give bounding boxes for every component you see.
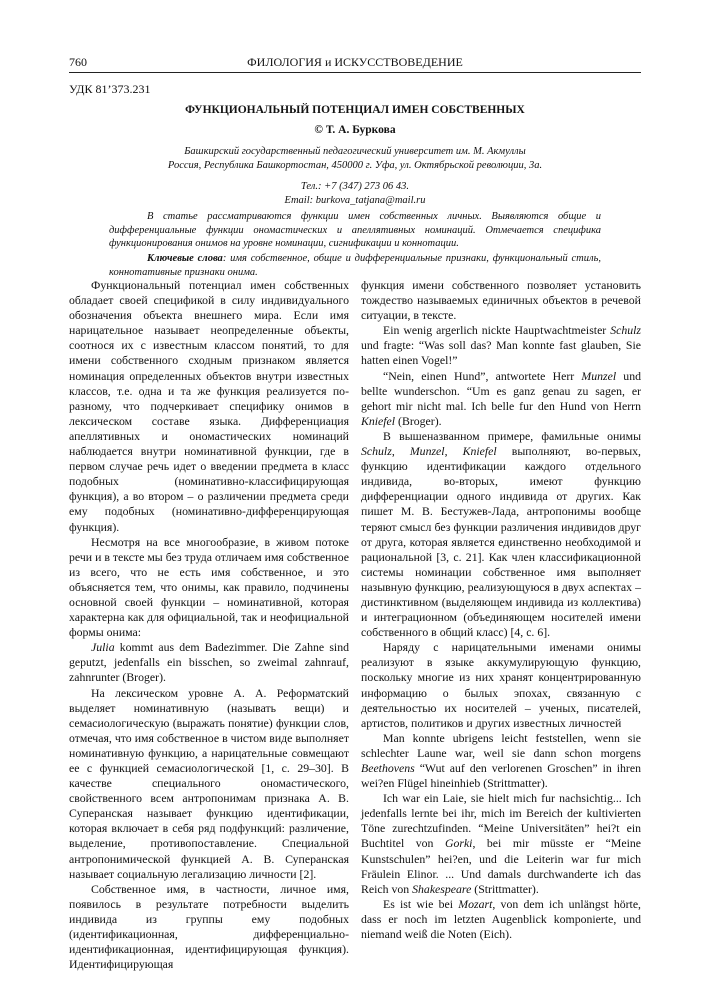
proper-name: Schulz (361, 444, 392, 459)
paragraph: функция имени собственного позволяет установить тождество называемых единичных объектов в речевой ситуации, в тексте. (361, 278, 641, 323)
affiliation-line: Россия, Республика Башкортостан, 450000 г. Уфа, ул. Октябрьской революции, 3а. (167, 160, 543, 171)
paragraph: В вышеназванном примере, фамильные онимы Schulz, Munzel, Kniefel выполняют, во-первых, функцию идентификации каждого отдельного индивида, во-вторых, имеют функцию дифференциации одного индивида от других. Как пишет М. В. Бестужев-Лада, антропонимы вообще теряют смысл без функции различения индивидов друг от друга, которая является единственно необходимой и рациональной [3, с. 21]. Как член классификационной системы номинации собственное имя выполняет назывную функцию, реализующуюся в двух аспектах – дистинктивном (выделяющем индивида из коллектива) и интеграционном (объединяющем носителей имени собственного в общий класс) [4, с. 6]. (361, 428, 641, 640)
author-contact (69, 180, 641, 208)
paragraph: Ein wenig argerlich nickte Hauptwachtmeister Schulz und fragte: “Was soll das? Man konnte fast glauben, Sie hatten einen Vogel!” (361, 323, 641, 368)
article-title: ФУНКЦИОНАЛЬНЫЙ ПОТЕНЦИАЛ ИМЕН СОБСТВЕННЫХ (185, 104, 525, 116)
article-author: © Т. А. Буркова (314, 124, 396, 136)
email: Email: burkova_tatjana@mail.ru (284, 195, 426, 206)
abstract-text: В статье рассматриваются функции имен собственных личных. Выявляются общие и дифференциальные функции ономастических и апеллятивных номинаций. Отмечается специфика функционирования онимов на уровне номинации, сигнификации и коннотации. (109, 211, 601, 249)
paragraph: Функциональный потенциал имен собственных обладает своей спецификой в силу индивидуального обозначения объекта внешнего мира. Если имя нарицательное называет неопределенные объекты, соотнося их с известным классом понятий, то для имени собственного сходным признаком является номинация определенных объектов внутри известных классов, т.е. одна и та же функция реализуется по-разному, что подчеркивает специфику онимов в лексическом составе языка. Дифференциация апеллятивных и ономастических номинаций наблюдается внутри номинативной функции, где в первом случае речь идет о введении предмета в класс подобных (номинативно-классифицирующая функция), а во втором – о различении предмета среди ему подобных (номинативно-дифференцирующая функция). (69, 278, 349, 534)
proper-name: Schulz (610, 323, 641, 338)
phone: Тел.: +7 (347) 273 06 43. (300, 181, 410, 192)
paragraph: Ich war ein Laie, sie hielt mich fur nachsichtig... Ich jedenfalls lernte bei ihr, mich im Bereich der kultivierten Töne zurechtzufinden. “Meine Universitäten” hei?t ein Buchtitel von Gorki, bei mir müsste er “Meine Kunstschulen” hei?en, und die Leiterin war fur mich Fräulein Elinor. ... Und damals durchwanderte ich das Reich von Shakespeare (Strittmatter). (361, 791, 641, 896)
proper-name: Mozart (458, 896, 493, 911)
paragraph: Наряду с нарицательными именами онимы реализуют в языке аккумулирующую функцию, поскольку многие из них хранят концентрированную информацию о былых эпохах, связанную с деятельностью их носителей – ученых, писателей, артистов, политиков и других известных личностей (361, 640, 641, 730)
udk-code: УДК 81’373.231 (69, 82, 151, 96)
keywords (109, 252, 601, 279)
paragraph: Собственное имя, в частности, личное имя, появилось в результате потребности выделить индивида из группы ему подобных (идентификационная, дифференциально-идентификационная, идентифицирующая функция). Идентифицирующая (69, 881, 349, 972)
abstract (109, 210, 601, 251)
proper-name: Gorki (444, 836, 473, 851)
paragraph: Julia kommt aus dem Badezimmer. Die Zahne sind geputzt, jedenfalls ein bisschen, so zweimal zahnrauf, zahnrunter (Broger). (69, 640, 349, 685)
proper-name: Julia (91, 640, 115, 655)
proper-name: Munzel (409, 444, 445, 459)
proper-name: Beethovens (361, 761, 415, 775)
affiliation-line: Башкирский государственный педагогический университет им. М. Акмуллы (184, 146, 526, 157)
paragraph: Man konnte ubrigens leicht feststellen, wenn sie schlechter Laune war, weil sie dann schon morgens Beethovens “Wut auf den verlorenen Groschen” in ihren wei?en Flügel hineinhieb (Strittmatter). (361, 730, 641, 791)
header-rule (69, 72, 641, 73)
paragraph: На лексическом уровне А. А. Реформатский выделяет номинативную (называть вещи) и семасиологическую (выражать понятие) функции слов, отмечая, что имя собственное в чистом виде выполняет номинативную функцию, а нарицательные совмещают ее с функцией семасиологической [1, с. 29–30]. В качестве специального ономастического, свойственного всем антропонимам признака А. В. Суперанская называет функцию идентификации, которая включает в себя ряд подфункций: различение, выделение, противопоставление. Специальной антропонимической функцией А. В. Суперанская называет социальную легализацию личности [2]. (69, 685, 349, 881)
paragraph: Несмотря на все многообразие, в живом потоке речи и в тексте мы без труда отличаем имя собственное из всего, что не есть имя собственное, и это объясняется тем, что онимы, как правило, подчинены основной своей функции – номинативной, которая характерна как для официальной, так и неофициальной формы онима: (69, 534, 349, 640)
keywords-label: Ключевые слова (147, 253, 223, 264)
paragraph: Es ist wie bei Mozart, von dem ich unlängst hörte, dass er noch im letzten Augenblick komponierte, und niemand weiß die Noten (Eich). (361, 896, 642, 942)
left-column (69, 278, 349, 972)
proper-name: Shakespeare (412, 881, 472, 896)
proper-name: Munzel (581, 368, 617, 383)
page-number: 760 (69, 55, 87, 69)
author-affiliation (69, 145, 641, 173)
right-column (361, 278, 641, 942)
proper-name: Kniefel (462, 444, 497, 459)
paragraph: “Nein, einen Hund”, antwortete Herr Munzel und bellte wunderschon. “Um es ganz genau zu sagen, er gehort mir nicht mal. Ich belle fur den Hund von Herrn Kniefel (Broger). (361, 368, 641, 428)
proper-name: Kniefel (361, 413, 396, 428)
journal-title: ФИЛОЛОГИЯ и ИСКУССТВОВЕДЕНИЕ (247, 55, 463, 69)
keywords-text: : имя собственное, общие и дифференциальные признаки, функциональный стиль, коннотативные признаки онима. (109, 253, 601, 278)
